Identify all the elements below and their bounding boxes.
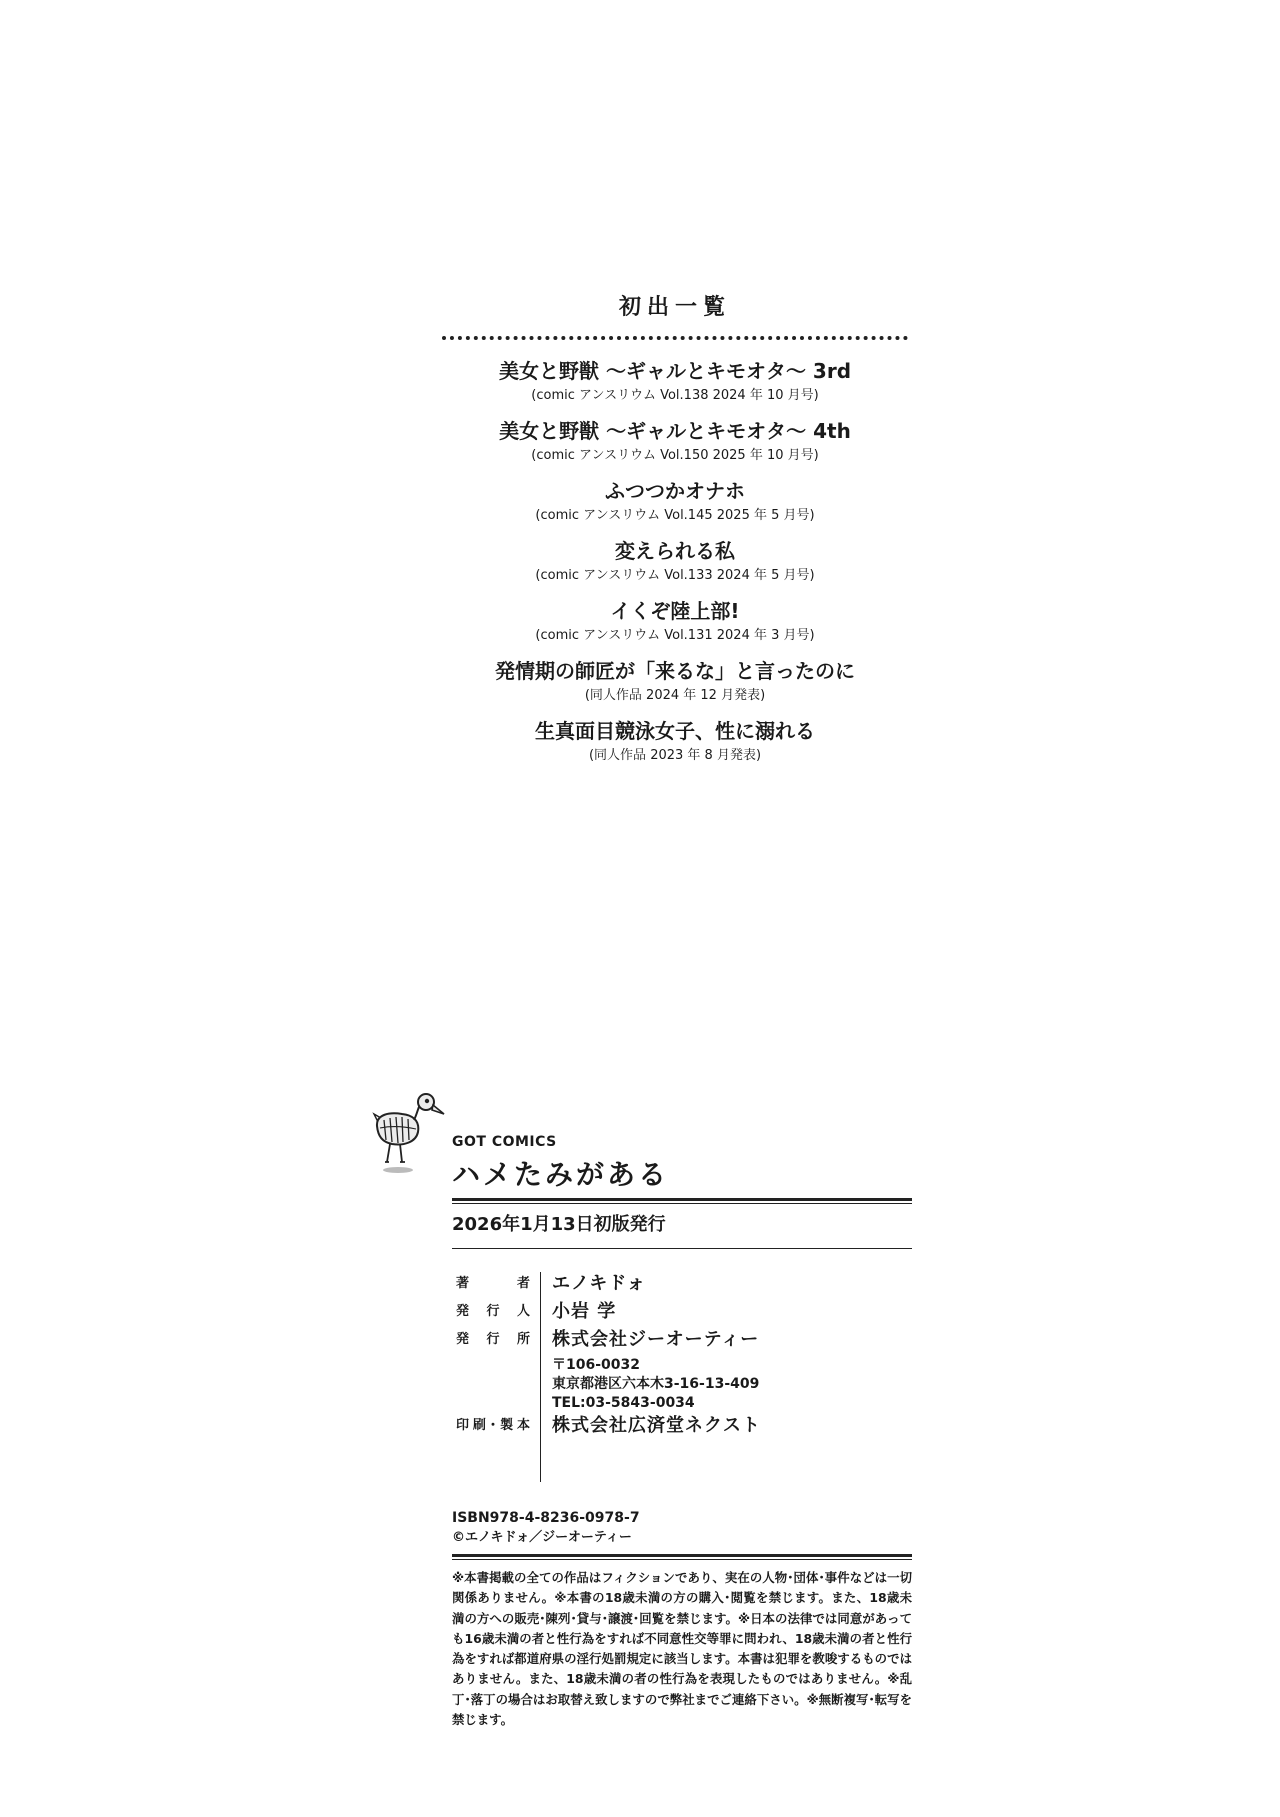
list-item	[442, 416, 908, 476]
book-title: ハメたみがある	[452, 1158, 670, 1191]
list-item	[442, 476, 908, 536]
copyright: ©エノキドォ／ジーオーティー	[452, 1530, 632, 1545]
work-source: (comic アンスリウム Vol.133 2024 年 5 月号)	[535, 568, 815, 583]
issuer-name: 小岩 学	[552, 1301, 617, 1322]
author-name: エノキドォ	[552, 1273, 646, 1294]
work-title: 美女と野獣 ～ギャルとキモオタ～ 3rd	[498, 359, 852, 383]
list-item	[442, 536, 908, 596]
publication-date: 2026年1月13日初版発行	[452, 1214, 666, 1235]
issuer-label: 発行人	[456, 1304, 530, 1319]
work-title: 発情期の師匠が「来るな」と言ったのに	[495, 659, 855, 683]
credit-row-publisher	[452, 1326, 912, 1354]
work-source: (comic アンスリウム Vol.145 2025 年 5 月号)	[535, 508, 815, 523]
first-appearance-list	[442, 356, 908, 776]
date-rule	[452, 1248, 912, 1249]
list-item	[442, 596, 908, 656]
credits-table	[452, 1270, 912, 1440]
legal-notice: ※本書掲載の全ての作品はフィクションであり、実在の人物･団体･事件などは一切関係ありません。※本書の18歳未満の方の購入･閲覧を禁じます。また、18歳未満の方への販売･陳列･貸与･譲渡･回覧を禁じます。※日本の法律では同意があっても16歳未満の者と性行為をすれば不同意性交等罪に問われ、18歳未満の者と性行為をすれば都道府県の淫行処罰規定に該当します。本書は犯罪を教唆するものではありません。また、18歳未満の者の性行為を表現したものではありません。※乱丁･落丁の場合はお取替え致しますので弊社までご連絡下さい。※無断複写･転写を禁じます。	[452, 1570, 912, 1728]
credit-row-printer	[452, 1412, 912, 1440]
title-rule-thin	[452, 1203, 912, 1204]
publisher-label: 発行所	[456, 1332, 530, 1347]
list-item	[442, 716, 908, 776]
printer-label: 印刷･製本	[456, 1418, 530, 1433]
notice-rule-thin	[452, 1559, 912, 1560]
work-source: (comic アンスリウム Vol.150 2025 年 10 月号)	[531, 448, 819, 463]
list-item	[442, 356, 908, 416]
street-address: 東京都港区六本木3-16-13-409	[552, 1376, 760, 1392]
work-title: イくぞ陸上部!	[610, 599, 740, 623]
first-appearance-heading: 初出一覧	[618, 295, 731, 320]
credit-row-issuer	[452, 1298, 912, 1326]
work-source: (comic アンスリウム Vol.131 2024 年 3 月号)	[535, 628, 815, 643]
work-source: (同人作品 2023 年 8 月発表)	[588, 748, 762, 763]
credit-row-author	[452, 1270, 912, 1298]
postal-code: 〒106-0032	[552, 1357, 640, 1373]
work-title: 美女と野獣 ～ギャルとキモオタ～ 4th	[499, 419, 851, 443]
dotted-divider	[442, 336, 908, 340]
bird-mascot-icon	[372, 1092, 452, 1174]
first-appearance-section	[442, 290, 908, 776]
series-name: GOT COMICS	[452, 1134, 557, 1150]
publisher-name: 株式会社ジーオーティー	[552, 1329, 760, 1350]
notice-rule	[452, 1554, 912, 1557]
work-title: ふつつかオナホ	[605, 479, 745, 503]
printer-name: 株式会社広済堂ネクスト	[552, 1415, 761, 1436]
work-source: (同人作品 2024 年 12 月発表)	[584, 688, 766, 703]
work-title: 生真面目競泳女子、性に溺れる	[535, 719, 815, 743]
publisher-address	[452, 1354, 912, 1412]
author-label: 著者	[456, 1276, 530, 1291]
isbn: ISBN978-4-8236-0978-7	[452, 1510, 640, 1526]
title-rule	[452, 1198, 912, 1201]
work-title: 変えられる私	[615, 539, 735, 563]
telephone: TEL:03-5843-0034	[552, 1395, 695, 1411]
work-source: (comic アンスリウム Vol.138 2024 年 10 月号)	[531, 388, 819, 403]
list-item	[442, 656, 908, 716]
